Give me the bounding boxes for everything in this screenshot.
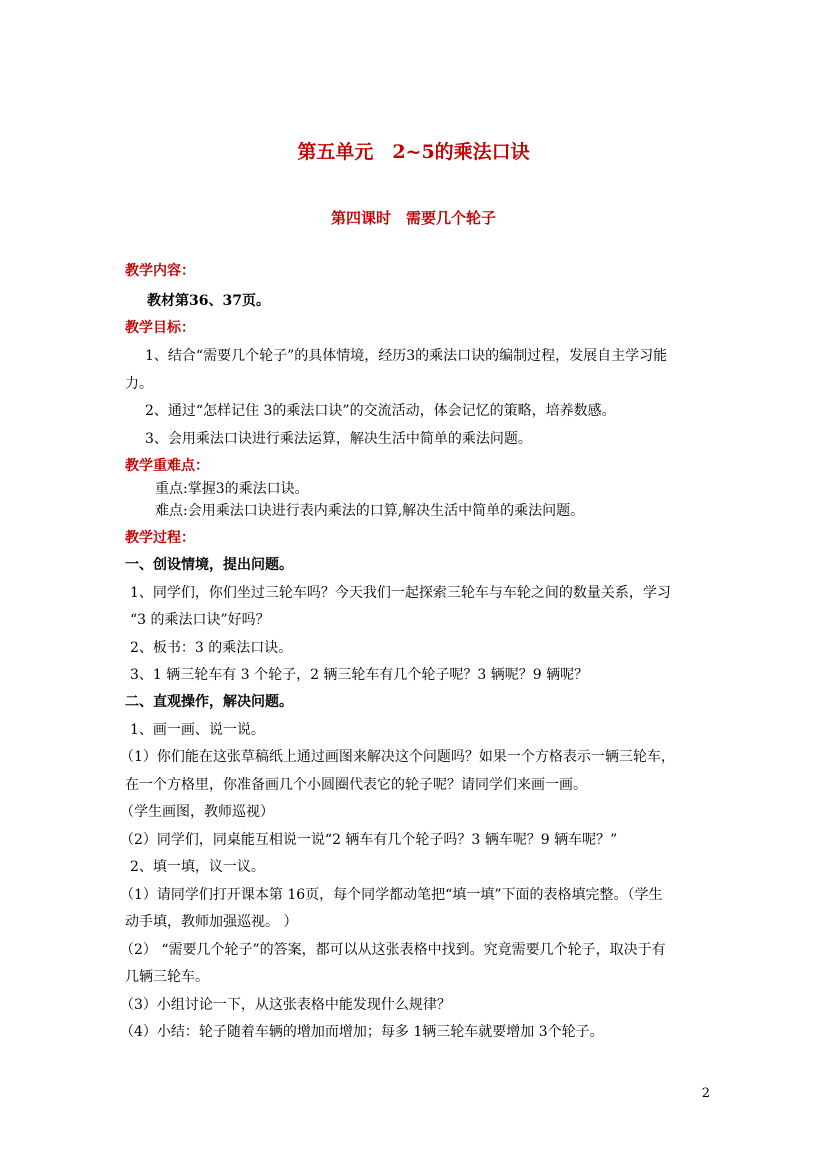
part-2-item-1-q1-line-2: 在一个方格里，你准备画几个小圆圈代表它的轮子呢？请同学们来画一画。 — [125, 777, 587, 793]
section-heading-objectives: 教学目标： — [125, 320, 195, 336]
part-2-item-2-q2-line-2: 几辆三轮车。 — [125, 969, 209, 985]
part-2-item-1: 1、画一画、说一说。 — [130, 722, 265, 738]
section-heading-content: 教学内容： — [125, 263, 195, 279]
content-text: 教材第36、37页。 — [147, 293, 270, 309]
page-number: 2 — [701, 1086, 710, 1101]
section-heading-process: 教学过程： — [125, 530, 195, 546]
objective-2: 2、通过“怎样记住 3的乘法口诀”的交流活动，体会记忆的策略，培养数感。 — [145, 403, 616, 419]
part-2-item-2-summary: （4）小结：轮子随着车辆的增加而增加；每多 1辆三轮车就要增加 3个轮子。 — [120, 1024, 604, 1040]
part-1-item-1-line-2: “3 的乘法口诀”好吗？ — [130, 612, 270, 628]
part-2-item-2-q2-line-1: （2） “需要几个轮子”的答案，都可以从这张表格中找到。究竟需要几个轮子，取决于有 — [120, 942, 666, 958]
part-1-heading: 一、创设情境，提出问题。 — [125, 557, 293, 573]
key-point: 重点:掌握3的乘法口诀。 — [155, 481, 309, 497]
objective-1-line-2: 力。 — [125, 376, 153, 392]
part-1-item-2: 2、板书：3 的乘法口诀。 — [130, 640, 293, 656]
part-1-item-3: 3、1 辆三轮车有 3 个轮子，2 辆三轮车有几个轮子呢？3 辆呢？9 辆呢？ — [130, 667, 589, 683]
part-2-item-2-q3: （3）小组讨论一下，从这张表格中能发现什么规律？ — [120, 997, 451, 1013]
part-2-item-2-q1-line-1: （1）请同学们打开课本第 16页，每个同学都动笔把“填一填”下面的表格填完整。（学生 — [120, 887, 663, 903]
part-2-heading: 二、直观操作，解决问题。 — [125, 694, 293, 710]
section-heading-key-points: 教学重难点： — [125, 458, 209, 474]
objective-3: 3、会用乘法口诀进行乘法运算，解决生活中简单的乘法问题。 — [145, 431, 532, 447]
part-2-item-2-q1-line-2: 动手填，教师加强巡视。 ） — [125, 914, 298, 930]
part-1-item-1-line-1: 1、同学们，你们坐过三轮车吗？今天我们一起探索三轮车与车轮之间的数量关系，学习 — [130, 585, 671, 601]
unit-title: 第五单元 2~5的乘法口诀 — [297, 141, 530, 163]
difficult-point: 难点:会用乘法口诀进行表内乘法的口算,解决生活中简单的乘法问题。 — [155, 503, 585, 519]
part-2-item-1-q1-line-1: （1）你们能在这张草稿纸上通过画图来解决这个问题吗？如果一个方格表示一辆三轮车， — [120, 749, 675, 765]
part-2-item-1-q2: （2）同学们，同桌能互相说一说“2 辆车有几个轮子吗？3 辆车呢？9 辆车呢？” — [120, 832, 618, 848]
lesson-title: 第四课时 需要几个轮子 — [330, 209, 496, 227]
part-2-item-1-note: （学生画图，教师巡视） — [120, 804, 274, 820]
part-2-item-2: 2、填一填，议一议。 — [130, 859, 265, 875]
objective-1-line-1: 1、结合“需要几个轮子”的具体情境，经历3的乘法口诀的编制过程，发展自主学习能 — [145, 348, 668, 364]
